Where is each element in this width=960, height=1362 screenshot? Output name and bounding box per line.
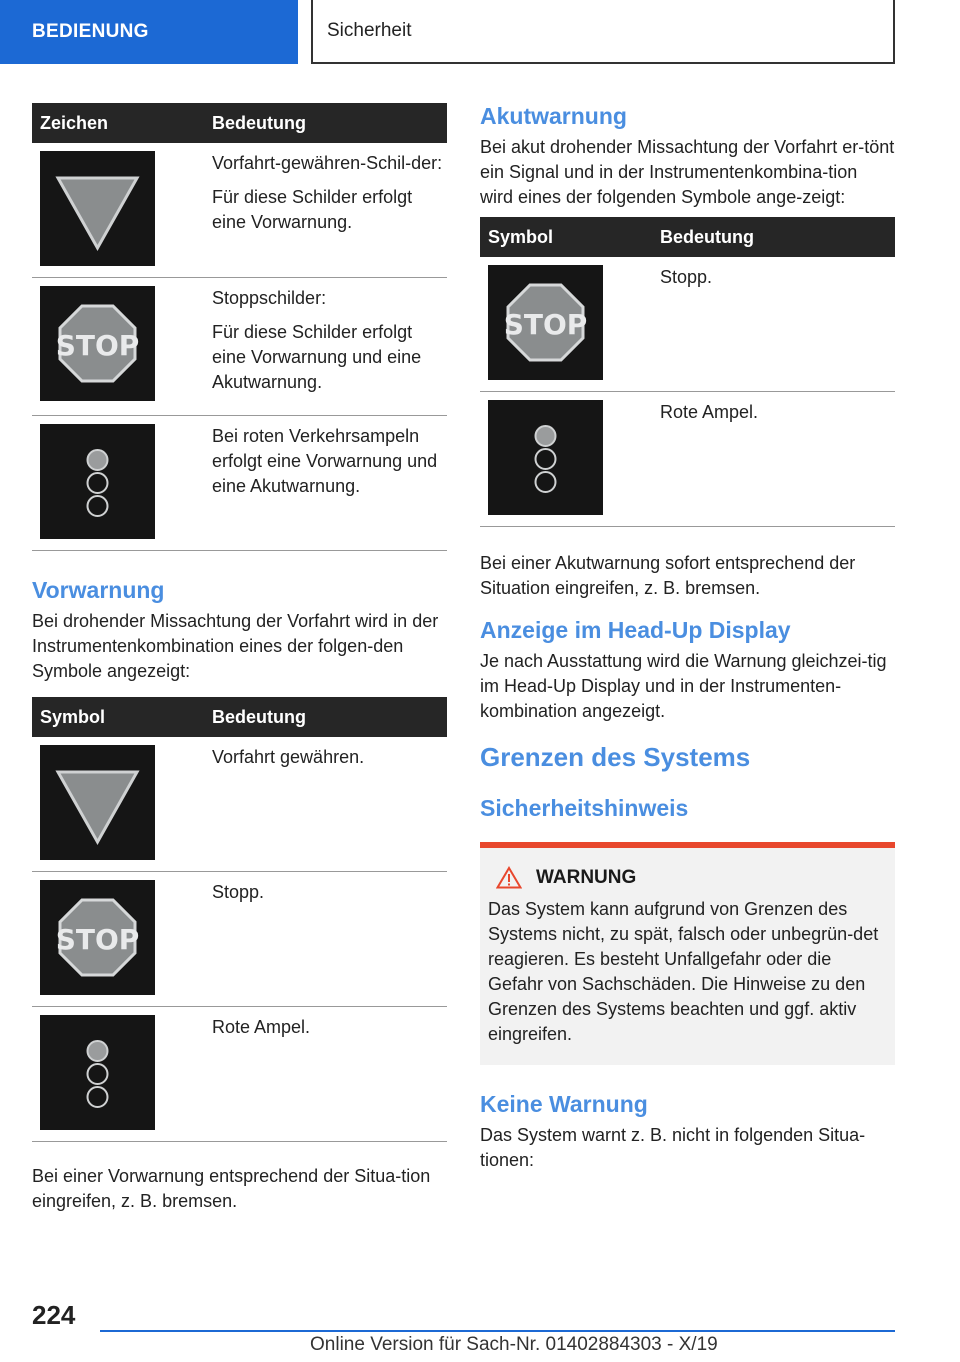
table-row (480, 392, 895, 527)
body-text: Bei akut drohender Missachtung der Vorfahrt er-tönt ein Signal und in der Instrumentenkombina-tion wird eines der folgenden Symbole ange-zeigt: (480, 137, 895, 207)
row-text: Stopp. (206, 872, 447, 1007)
table-header-meaning: Bedeutung (654, 217, 895, 257)
svg-text:STOP: STOP (55, 923, 140, 956)
right-column (480, 103, 895, 1173)
section-heading: Keine Warnung (480, 1091, 648, 1117)
row-text: Für diese Schilder erfolgt eine Vorwarnung und eine Akutwarnung. (212, 322, 422, 392)
body-text: Das System warnt z. B. nicht in folgenden Situa-tionen: (480, 1125, 866, 1170)
body-text: Je nach Ausstattung wird die Warnung gleichzei-tig im Head-Up Display und in der Instrumenten-kombination angezeigt. (480, 651, 887, 721)
table-row (32, 872, 447, 1007)
table-header-meaning: Bedeutung (206, 103, 447, 143)
section-heading: Grenzen des Systems (480, 742, 751, 772)
subsection-heading: Sicherheitshinweis (480, 795, 689, 821)
table-row (32, 416, 447, 551)
warning-title: WARNUNG (536, 866, 637, 888)
chapter-title: Sicherheit (311, 0, 895, 64)
section-heading: Vorwarnung (32, 577, 165, 603)
row-text: Stoppschilder: (212, 288, 327, 308)
table-row (480, 257, 895, 392)
footer-divider (100, 1330, 895, 1332)
table-header-symbol: Symbol (32, 697, 206, 737)
traffic-light-icon (488, 400, 603, 515)
table-row (32, 278, 447, 416)
akutwarnung-table (480, 217, 895, 527)
warning-box (480, 842, 895, 1065)
signs-table (32, 103, 447, 551)
warning-text: Das System kann aufgrund von Grenzen des Systems nicht, zu spät, falsch oder unbegrün-det reagieren. Es besteht Unfallgefahr oder die Gefahr von Sachschäden. Die Hinweise zu den Grenzen des Systems beachten und ggf. aktiv eingreifen. (488, 899, 879, 1044)
table-row (32, 143, 447, 278)
row-text: Rote Ampel. (206, 1007, 447, 1142)
page-number: 224 (32, 1300, 76, 1330)
table-row (32, 1007, 447, 1142)
traffic-light-icon (40, 424, 155, 539)
row-text: Für diese Schilder erfolgt eine Vorwarnung. (212, 187, 413, 232)
table-header-sign: Zeichen (32, 103, 206, 143)
section-heading: Anzeige im Head-Up Display (480, 617, 791, 643)
traffic-light-icon (40, 1015, 155, 1130)
body-text: Bei einer Akutwarnung sofort entsprechend der Situation eingreifen, z. B. bremsen. (480, 553, 856, 598)
table-header-meaning: Bedeutung (206, 697, 447, 737)
stop-sign-icon (488, 265, 603, 380)
left-column (32, 103, 447, 1214)
vorwarnung-table (32, 697, 447, 1142)
stop-sign-icon (40, 880, 155, 995)
svg-text:STOP: STOP (55, 329, 140, 362)
row-text: Vorfahrt-gewähren-Schil-der: (212, 153, 443, 173)
svg-text:STOP: STOP (503, 308, 588, 341)
row-text: Vorfahrt gewähren. (206, 737, 447, 872)
section-heading: Akutwarnung (480, 103, 627, 129)
table-row (32, 737, 447, 872)
row-text: Bei roten Verkehrsampeln erfolgt eine Vorwarnung und eine Akutwarnung. (212, 426, 438, 496)
body-text: Bei einer Vorwarnung entsprechend der Situa-tion eingreifen, z. B. bremsen. (32, 1166, 431, 1211)
warning-icon (496, 866, 522, 889)
stop-sign-icon (40, 286, 155, 401)
footer-text: Online Version für Sach-Nr. 01402884303 - X/19 (310, 1334, 718, 1355)
yield-sign-icon (40, 745, 155, 860)
row-text: Stopp. (654, 257, 895, 392)
section-tab: BEDIENUNG (0, 0, 298, 64)
table-header-symbol: Symbol (480, 217, 654, 257)
yield-sign-icon (40, 151, 155, 266)
body-text: Bei drohender Missachtung der Vorfahrt wird in der Instrumentenkombination eines der folgen-den Symbole angezeigt: (32, 611, 439, 681)
row-text: Rote Ampel. (654, 392, 895, 527)
